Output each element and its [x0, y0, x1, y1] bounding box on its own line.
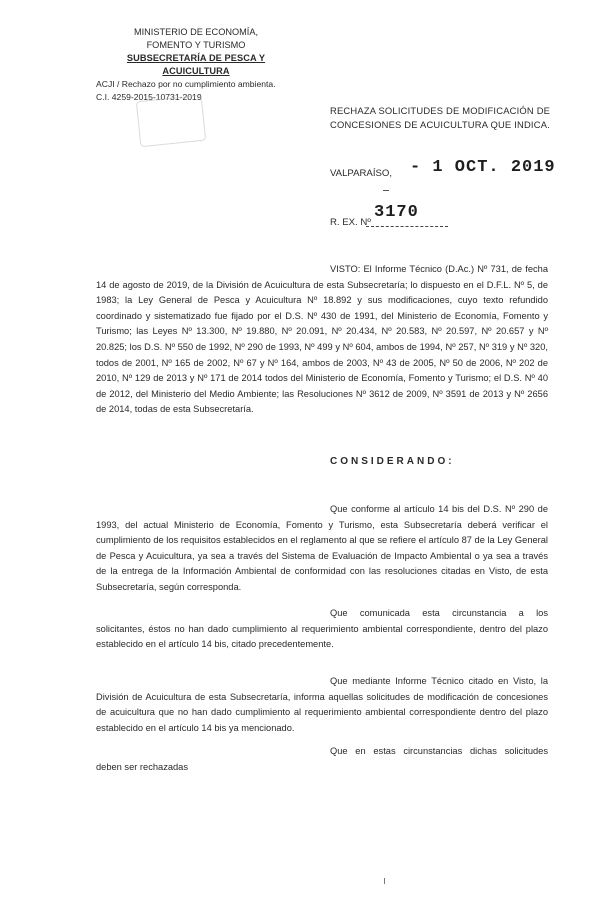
resolution-date-stamp: - 1 OCT. 2019 — [410, 158, 556, 177]
considerando-paragraph-2: Que comunicada esta circunstancia a los solicitantes, éstos no han dado cumplimiento al requerimiento ambiental correspondiente, dentro del plazo establecido en el artículo 14 bis, citado precedentemente. — [96, 608, 548, 650]
resolution-subject: RECHAZA SOLICITUDES DE MODIFICACIÓN DE CONCESIONES DE ACUICULTURA QUE INDICA. — [330, 105, 551, 130]
place-label: VALPARAÍSO, — [330, 168, 393, 179]
official-stamp — [136, 95, 206, 148]
file-number: C.I. 4259-2015-10731-2019 — [96, 92, 202, 102]
reference-code: ACJI / Rechazo por no cumplimiento ambienta. — [96, 79, 276, 89]
considerando-paragraph-4: Que en estas circunstancias dichas solicitudes deben ser rechazadas — [96, 746, 548, 772]
considerando-paragraph-1: Que conforme al artículo 14 bis del D.S. Nº 290 de 1993, del actual Ministerio de Economía, Fomento y Turismo, esta Subsecretaría deberá verificar el cumplimiento de los requisitos establecidos en el reglamento al que se refiere el artículo 87 de la Ley General de Pesca y Acuicultura, ya sea a través del Sistema de Evaluación de Impacto Ambiental o ya sea a través de la entrega de la Información Ambiental de conformidad con las resoluciones citadas en Visto, de esta Subsecretaría, según corresponda. — [96, 504, 548, 592]
considerando-heading: CONSIDERANDO: — [330, 456, 455, 467]
resolution-number-line — [366, 226, 448, 227]
resolution-number-label: R. EX. Nº — [330, 217, 371, 228]
page-mark — [384, 878, 385, 884]
margin-mark — [383, 190, 389, 191]
subsecretaria-name: SUBSECRETARÍA DE PESCA Y ACUICULTURA — [126, 53, 266, 76]
resolution-number: 3170 — [374, 203, 419, 222]
ministry-name-line-1: MINISTERIO DE ECONOMÍA, — [133, 27, 259, 37]
considerando-paragraph-3: Que mediante Informe Técnico citado en Visto, la División de Acuicultura de esta Subsecretaría, informa aquellas solicitudes de modificación de concesiones de acuicultura que no han dado cumplimiento al requerimiento ambiental correspondiente dentro del plazo establecido en el artículo 14 bis ya mencionado. — [96, 676, 548, 733]
visto-paragraph: VISTO: El Informe Técnico (D.Ac.) Nº 731, de fecha 14 de agosto de 2019, de la División de Acuicultura de esta Subsecretaría; lo dispuesto en el D.F.L. Nº 5, de 1983; la Ley General de Pesca y Acuicultura Nº 18.892 y sus modificaciones, cuyo texto refundido coordinado y sistematizado fue fijado por el D.S. Nº 430 de 1991, del Ministerio de Economía, Fomento y Turismo; las Leyes Nº 13.300, Nº 19.880, Nº 20.091, Nº 20.434, Nº 20.583, Nº 20.597, Nº 20.657 y Nº 20.825; los D.S. Nº 550 de 1992, Nº 290 de 1993, Nº 499 y Nº 604, ambos de 1994, Nº 257, Nº 319 y Nº 320, todos de 2001, Nº 165 de 2002, Nº 67 y Nº 164, ambos de 2003, Nº 43 de 2005, Nº 50 de 2006, Nº 202 de 2010, Nº 129 de 2013 y Nº 171 de 2014 todos del Ministerio de Economía, Fomento y Turismo; el D.S. Nº 40 de 2012, del Ministerio del Medio Ambiente; las Resoluciones Nº 3612 de 2009, Nº 3591 de 2013 y Nº 2656 de 2014, todas de esta Subsecretaría. — [96, 264, 548, 415]
letterhead — [96, 26, 296, 104]
ministry-name-line-2: FOMENTO Y TURISMO — [146, 40, 246, 50]
